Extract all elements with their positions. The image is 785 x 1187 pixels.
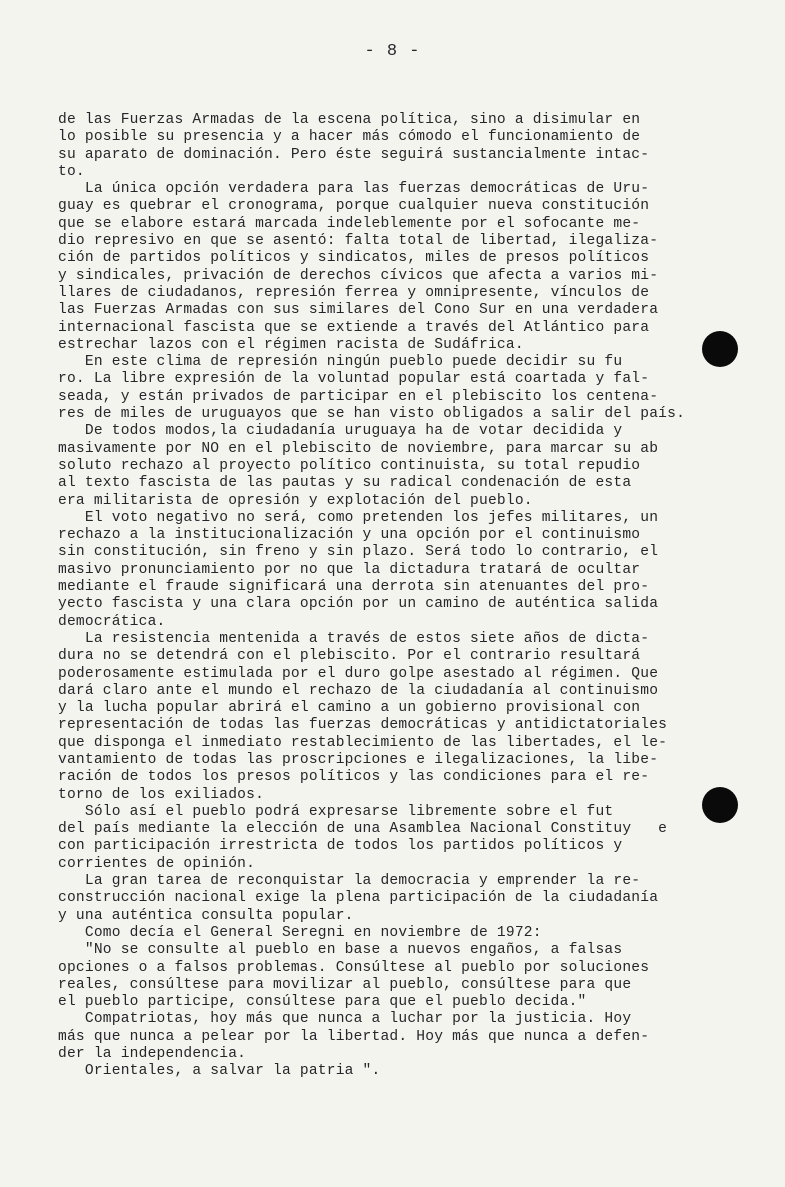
text-line: Compatriotas, hoy más que nunca a luchar por la justicia. Hoy: [58, 1011, 632, 1028]
text-line: masivamente por NO en el plebiscito de noviembre, para marcar su ab: [58, 440, 659, 457]
text-line: poderosamente estimulada por el duro golpe asestado al régimen. Que: [58, 665, 659, 682]
text-line: res de miles de uruguayos que se han visto obligados a salir del país.: [58, 406, 686, 423]
text-line: construcción nacional exige la plena participación de la ciudadanía: [58, 890, 659, 907]
text-line: dará claro ante el mundo el rechazo de la ciudadanía al continuismo: [58, 682, 659, 699]
page-number: - 8 -: [364, 42, 421, 61]
text-line: rechazo a la institucionalización y una opción por el continuismo: [58, 527, 641, 544]
text-line: dio represivo en que se asentó: falta total de libertad, ilegaliza-: [58, 233, 659, 250]
text-line: reales, consúltese para movilizar al pueblo, consúltese para que: [58, 976, 632, 993]
text-line: lo posible su presencia y a hacer más cómodo el funcionamiento de: [58, 129, 641, 146]
text-line: las Fuerzas Armadas con sus similares del Cono Sur en una verdadera: [58, 302, 659, 319]
text-line: vantamiento de todas las proscripciones e ilegalizaciones, la libe-: [58, 751, 659, 768]
text-line: Como decía el General Seregni en noviembre de 1972:: [58, 924, 542, 941]
text-line: En este clima de represión ningún pueblo puede decidir su fu: [58, 354, 623, 371]
text-line: con participación irrestricta de todos los partidos políticos y: [58, 838, 623, 855]
text-line: y una auténtica consulta popular.: [58, 907, 354, 924]
text-line: representación de todas las fuerzas democráticas y antidictatoriales: [58, 717, 668, 734]
text-line: masivo pronunciamiento por no que la dictadura tratará de ocultar: [58, 561, 641, 578]
text-line: dura no se detendrá con el plebiscito. Por el contrario resultará: [58, 648, 641, 665]
text-line: yecto fascista y una clara opción por un camino de auténtica salida: [58, 596, 659, 613]
text-line: De todos modos,la ciudadanía uruguaya ha de votar decidida y: [58, 423, 623, 440]
text-line: internacional fascista que se extiende a través del Atlántico para: [58, 319, 650, 336]
text-line: der la independencia.: [58, 1046, 247, 1063]
text-line: al texto fascista de las pautas y su radical condenación de esta: [58, 475, 632, 492]
text-line: ción de partidos políticos y sindicatos, miles de presos políticos: [58, 250, 650, 267]
text-line: ración de todos los presos políticos y las condiciones para el re-: [58, 769, 650, 786]
text-line: era militarista de opresión y explotación del pueblo.: [58, 492, 533, 509]
text-line: El voto negativo no será, como pretenden los jefes militares, un: [58, 509, 659, 526]
text-line: guay es quebrar el cronograma, porque cualquier nueva constitución: [58, 198, 650, 215]
text-line: "No se consulte al pueblo en base a nuevos engaños, a falsas: [58, 942, 623, 959]
text-line: mediante el fraude significará una derrota sin atenuantes del pro-: [58, 579, 650, 596]
text-line: La única opción verdadera para las fuerzas democráticas de Uru-: [58, 181, 650, 198]
text-line: de las Fuerzas Armadas de la escena política, sino a disimular en: [58, 112, 641, 128]
text-line: estrechar lazos con el régimen racista de Sudáfrica.: [58, 336, 524, 353]
text-line: seada, y están privados de participar en el plebiscito los centena-: [58, 388, 659, 405]
text-line: más que nunca a pelear por la libertad. Hoy más que nunca a defen-: [58, 1028, 650, 1045]
text-line: que disponga el inmediato restablecimiento de las libertades, el le-: [58, 734, 668, 751]
text-line: ro. La libre expresión de la voluntad popular está coartada y fal-: [58, 371, 650, 388]
text-line: soluto rechazo al proyecto político continuista, su total repudio: [58, 457, 641, 474]
punch-hole: [702, 331, 738, 367]
text-line: su aparato de dominación. Pero éste seguirá sustancialmente intac-: [58, 146, 650, 163]
text-line: el pueblo participe, consúltese para que el pueblo decida.": [58, 994, 587, 1011]
text-line: llares de ciudadanos, represión ferrea y omnipresente, vínculos de: [58, 284, 650, 301]
text-line: Orientales, a salvar la patria ".: [58, 1063, 381, 1080]
text-line: to.: [58, 163, 85, 180]
text-line: Sólo así el pueblo podrá expresarse libremente sobre el fut: [58, 803, 614, 820]
punch-hole: [702, 787, 738, 823]
text-line: opciones o a falsos problemas. Consúltese al pueblo por soluciones: [58, 959, 650, 976]
text-line: torno de los exiliados.: [58, 786, 265, 803]
text-line: y la lucha popular abrirá el camino a un gobierno provisional con: [58, 700, 641, 717]
text-line: corrientes de opinión.: [58, 855, 256, 872]
text-line: y sindicales, privación de derechos cívicos que afecta a varios mi-: [58, 267, 659, 284]
body-text: [58, 112, 748, 1081]
text-line: democrática.: [58, 613, 166, 630]
text-line: La gran tarea de reconquistar la democracia y emprender la re-: [58, 873, 641, 890]
text-line: sin constitución, sin freno y sin plazo. Será todo lo contrario, el: [58, 544, 659, 561]
text-line: La resistencia mentenida a través de estos siete años de dicta-: [58, 630, 650, 647]
text-line: que se elabore estará marcada indeleblemente por el sofocante me-: [58, 215, 641, 232]
text-line: del país mediante la elección de una Asamblea Nacional Constituy e: [58, 821, 668, 838]
